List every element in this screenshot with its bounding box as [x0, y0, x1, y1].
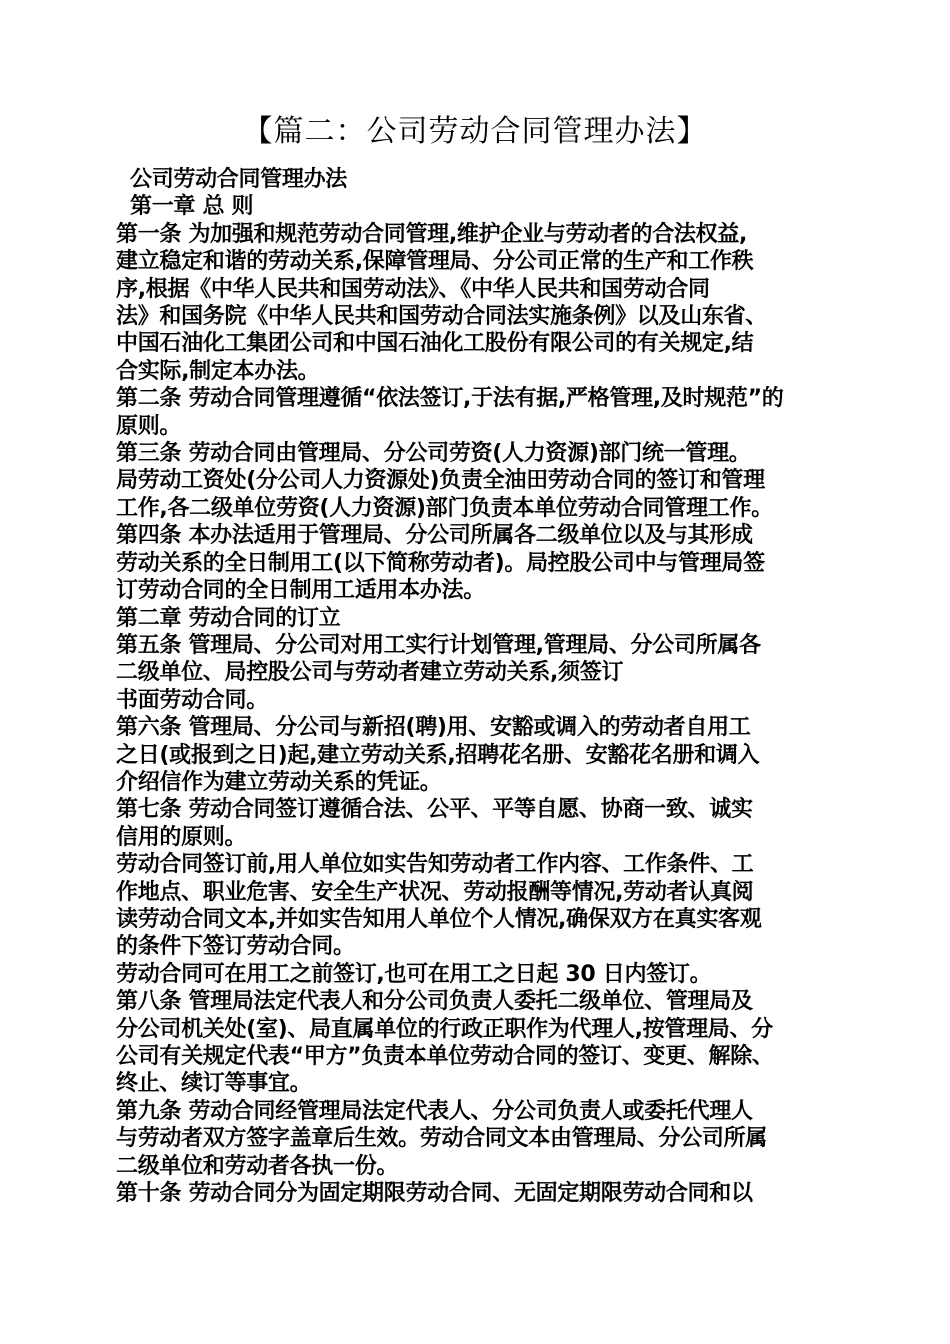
paragraph-line: 公司有关规定代表“甲方”负责本单位劳动合同的签订、变更、解除、 — [116, 1044, 774, 1069]
paragraph-line: 与劳动者双方签字盖章后生效。劳动合同文本由管理局、分公司所属 — [116, 1126, 768, 1152]
paragraph-line: 合实际,制定本办法。 — [116, 358, 320, 384]
paragraph-line: 第二条 劳动合同管理遵循“依法签订,于法有据,严格管理,及时规范”的 — [116, 386, 784, 412]
paragraph-line: 作地点、职业危害、安全生产状况、劳动报酬等情况,劳动者认真阅 — [116, 879, 754, 905]
section-heading: 公司劳动合同管理办法 — [130, 167, 348, 192]
chapter-heading: 第二章 劳动合同的订立 — [116, 605, 341, 631]
paragraph-line: 第十条 劳动合同分为固定期限劳动合同、无固定期限劳动合同和以 — [116, 1181, 753, 1207]
paragraph-line: 书面劳动合同。 — [116, 687, 268, 713]
paragraph-line: 介绍信作为建立劳动关系的凭证。 — [116, 769, 442, 795]
paragraph-line: 序,根据《中华人民共和国劳动法》、《中华人民共和国劳动合同 — [116, 276, 710, 302]
paragraph-line: 第八条 管理局法定代表人和分公司负责人委托二级单位、管理局及 — [116, 989, 753, 1015]
document-body — [116, 166, 842, 1207]
paragraph-line: 原则。 — [116, 413, 182, 439]
paragraph-line: 劳动关系的全日制用工(以下简称劳动者)。局控股公司中与管理局签 — [116, 550, 765, 576]
paragraph-line: 建立稳定和谐的劳动关系,保障管理局、分公司正常的生产和工作秩 — [116, 249, 754, 275]
paragraph-line: 第四条 本办法适用于管理局、分公司所属各二级单位以及与其形成 — [116, 523, 753, 549]
paragraph-line: 工作,各二级单位劳资(人力资源)部门负责本单位劳动合同管理工作。 — [116, 495, 773, 521]
document-title: 【篇二：公司劳动合同管理办法】 — [242, 114, 708, 149]
paragraph-line: 信用的原则。 — [116, 824, 247, 850]
paragraph-line: 二级单位和劳动者各执一份。 — [116, 1153, 399, 1179]
paragraph-line: 中国石油化工集团公司和中国石油化工股份有限公司的有关规定,结 — [116, 331, 754, 357]
paragraph-line: 第九条 劳动合同经管理局法定代表人、分公司负责人或委托代理人 — [116, 1098, 753, 1124]
paragraph-line: 读劳动合同文本,并如实告知用人单位个人情况,确保双方在真实客观 — [116, 906, 762, 932]
paragraph-line: 第五条 管理局、分公司对用工实行计划管理,管理局、分公司所属各 — [116, 632, 761, 658]
paragraph-line: 之日(或报到之日)起,建立劳动关系,招聘花名册、安豁花名册和调入 — [116, 742, 760, 768]
paragraph-line: 订劳动合同的全日制用工适用本办法。 — [116, 578, 485, 604]
paragraph-line: 局劳动工资处(分公司人力资源处)负责全油田劳动合同的签订和管理 — [116, 468, 765, 494]
paragraph-line: 的条件下签订劳动合同。 — [116, 934, 355, 960]
paragraph-line: 第三条 劳动合同由管理局、分公司劳资(人力资源)部门统一管理。 — [116, 441, 751, 467]
paragraph-line: 第一条 为加强和规范劳动合同管理,维护企业与劳动者的合法权益, — [116, 221, 748, 247]
chapter-heading: 第一章 总 则 — [130, 194, 254, 220]
paragraph-line: 劳动合同签订前,用人单位如实告知劳动者工作内容、工作条件、工 — [116, 852, 754, 878]
paragraph-line: 第七条 劳动合同签订遵循合法、公平、平等自愿、协商一致、诚实 — [116, 797, 753, 823]
paragraph-line: 二级单位、局控股公司与劳动者建立劳动关系,须签订 — [116, 660, 624, 686]
paragraph-line: 终止、续订等事宜。 — [116, 1071, 312, 1097]
paragraph-line: 第六条 管理局、分公司与新招(聘)用、安豁或调入的劳动者自用工 — [116, 715, 751, 741]
paragraph-line: 法》和国务院《中华人民共和国劳动合同法实施条例》以及山东省、 — [116, 304, 768, 330]
paragraph-line: 劳动合同可在用工之前签订,也可在用工之日起 30 日内签订。 — [116, 961, 712, 987]
paragraph-line: 分公司机关处(室)、局直属单位的行政正职作为代理人,按管理局、分 — [116, 1016, 773, 1042]
